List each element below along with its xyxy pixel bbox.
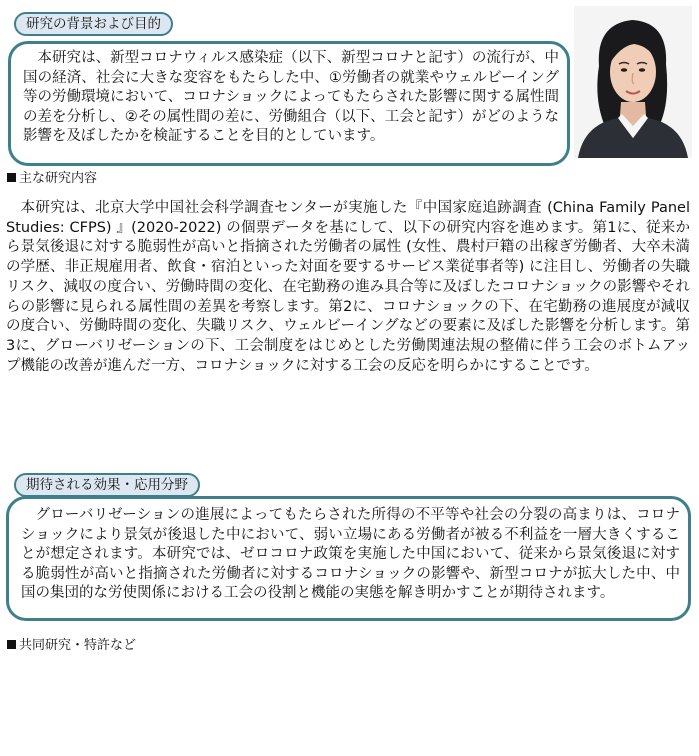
- expected-tag-label: 期待される効果・応用分野: [26, 477, 188, 493]
- joint-research-heading: [7, 637, 136, 655]
- main-content-text: 本研究は、北京大学中国社会科学調査センターが実施した『中国家庭追跡調査 (China Family Panel Studies: CFPS) 』(2020-2022) の個票データを基にして、以下の研究内容を進めます。第1に、従来から景気後退に対する脆弱性が高いと指摘された労働者の属性 (女性、農村戸籍の出稼ぎ労働者、大卒未満の学歴、非正規雇用者、飲食・宿泊といった対面を要するサービス業従事者等) に注目し、労働者の失職リスク、減収の度合い、労働時間の変化、在宅勤務の進み具合等に及ぼしたコロナショックの影響やそれらの影響に見られる属性間の差異を考察します。第2に、コロナショックの下、在宅勤務の進展度が減収の度合い、労働時間の変化、失職リスク、ウェルビーイングなどの要素に及ぼした影響を分析します。第3に、グローバリゼーションの下、工会制度をはじめとした労働関連法規の整備に伴う工会のボトムアップ機能の改善が進んだ一方、コロナショックに対する工会の反応を明らかにすることです。: [6, 200, 690, 374]
- square-bullet-icon: [7, 173, 16, 182]
- background-text: 本研究は、新型コロナウィルス感染症（以下、新型コロナと記す）の流行が、中国の経済、社会に大きな変容をもたらした中、①労働者の就業やウェルビーイング等の労働環境において、コロナショックによってもたらされた影響に関する属性間の差を分析し、②その属性間の差に、労働組合（以下、工会と記す）がどのような影響を及ぼしたかを検証することを目的としています。: [23, 50, 559, 145]
- joint-research-heading-label: 共同研究・特許など: [19, 638, 137, 653]
- expected-text-box: [6, 496, 691, 621]
- expected-text: グローバリゼーションの進展によってもたらされた所得の不平等や社会の分裂の高まりは、コロナショックにより景気が後退した中において、弱い立場にある労働者が被る不利益を一層大きくすることが想定されます。本研究では、ゼロコロナ政策を実施した中国において、従来から景気後退に対する脆弱性が高いと指摘された労働者に対するコロナショックの影響や、新型コロナが拡大した中、中国の集団的な労使関係における工会の役割と機能の実態を解き明かすことが期待されます。: [21, 507, 680, 602]
- background-section-tag: [14, 12, 173, 36]
- expected-section-tag: [14, 473, 200, 497]
- main-content-heading-label: 主な研究内容: [19, 171, 98, 186]
- main-content-heading: [7, 170, 97, 188]
- researcher-photo: [574, 6, 692, 158]
- square-bullet-icon: [7, 640, 16, 649]
- background-text-box: [8, 41, 570, 166]
- main-content-text-block: [6, 199, 690, 376]
- background-tag-label: 研究の背景および目的: [26, 16, 161, 32]
